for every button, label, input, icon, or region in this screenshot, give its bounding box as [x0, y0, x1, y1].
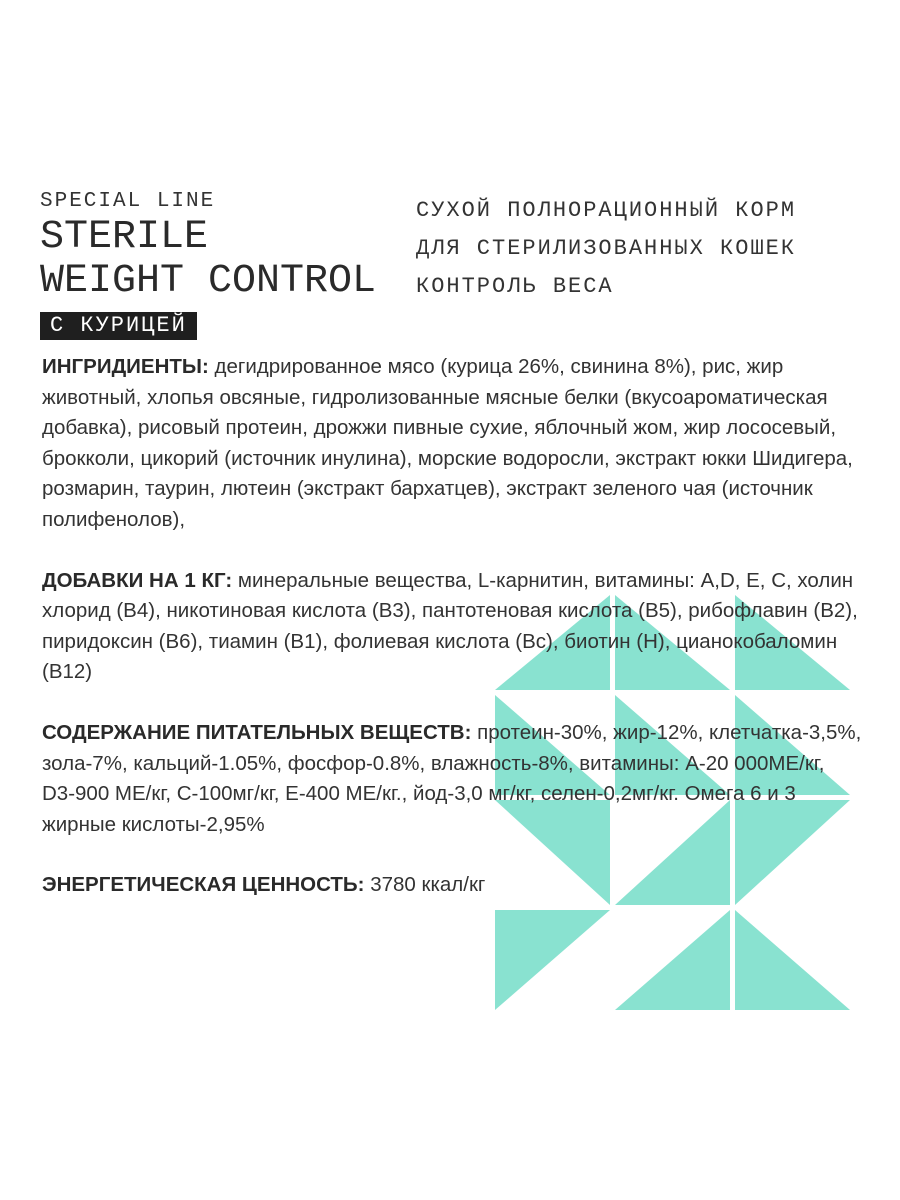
composition-content: [42, 352, 862, 931]
nutrients-text: протеин-30%, жир-12%, клетчатка-3,5%, зола-7%, кальций-1.05%, фосфор-0.8%, влажность-8%, витамины: А-20 000МЕ/кг, D3-900 МЕ/кг, С-100мг/кг, Е-400 МЕ/кг., йод-3,0 мг/кг, селен-0,2мг/кг. Омега 6 и 3 жирные кислоты-2,95%: [42, 720, 862, 836]
product-name-line1: STERILE: [40, 215, 209, 260]
description-line2: ДЛЯ СТЕРИЛИЗОВАННЫХ КОШЕК: [416, 236, 797, 261]
ingredients-section: [42, 352, 862, 536]
description-line3: КОНТРОЛЬ ВЕСА: [416, 274, 614, 299]
product-name-line2: WEIGHT CONTROL: [40, 259, 377, 304]
nutrients-section: [42, 718, 862, 840]
additives-text: минеральные вещества, L-карнитин, витамины: A,D, E, C, холин хлорид (В4), никотиновая кислота (В3), пантотеновая кислота (В5), рибофлавин (В2), пиридоксин (В6), тиамин (В1), фолиевая кислота (Вс), биотин (Н), цианокобаломин (В12): [42, 568, 858, 684]
product-name: [40, 216, 400, 304]
description-line1: СУХОЙ ПОЛНОРАЦИОННЫЙ КОРМ: [416, 198, 797, 223]
energy-section: [42, 870, 862, 901]
product-description: [416, 192, 876, 306]
nutrients-label: СОДЕРЖАНИЕ ПИТАТЕЛЬНЫХ ВЕЩЕСТВ:: [42, 720, 472, 744]
ingredients-text: дегидрированное мясо (курица 26%, свинина 8%), рис, жир животный, хлопья овсяные, гидролизованные мясные белки (вкусоароматическая добавка), рисовый протеин, дрожжи пивные сухие, яблочный жом, жир лососевый, брокколи, цикорий (источник инулина), морские водоросли, экстракт юкки Шидигера, розмарин, таурин, лютеин (экстракт бархатцев), экстракт зеленого чая (источник полифенолов),: [42, 355, 853, 531]
additives-label: ДОБАВКИ НА 1 КГ:: [42, 568, 233, 592]
product-title-block: [40, 190, 400, 340]
flavor-badge: С КУРИЦЕЙ: [40, 312, 197, 340]
energy-text: 3780 ккал/кг: [364, 873, 486, 897]
additives-section: [42, 566, 862, 688]
product-line-label: SPECIAL LINE: [40, 190, 216, 213]
energy-label: ЭНЕРГЕТИЧЕСКАЯ ЦЕННОСТЬ:: [42, 873, 365, 897]
ingredients-label: ИНГРИДИЕНТЫ:: [42, 355, 209, 378]
